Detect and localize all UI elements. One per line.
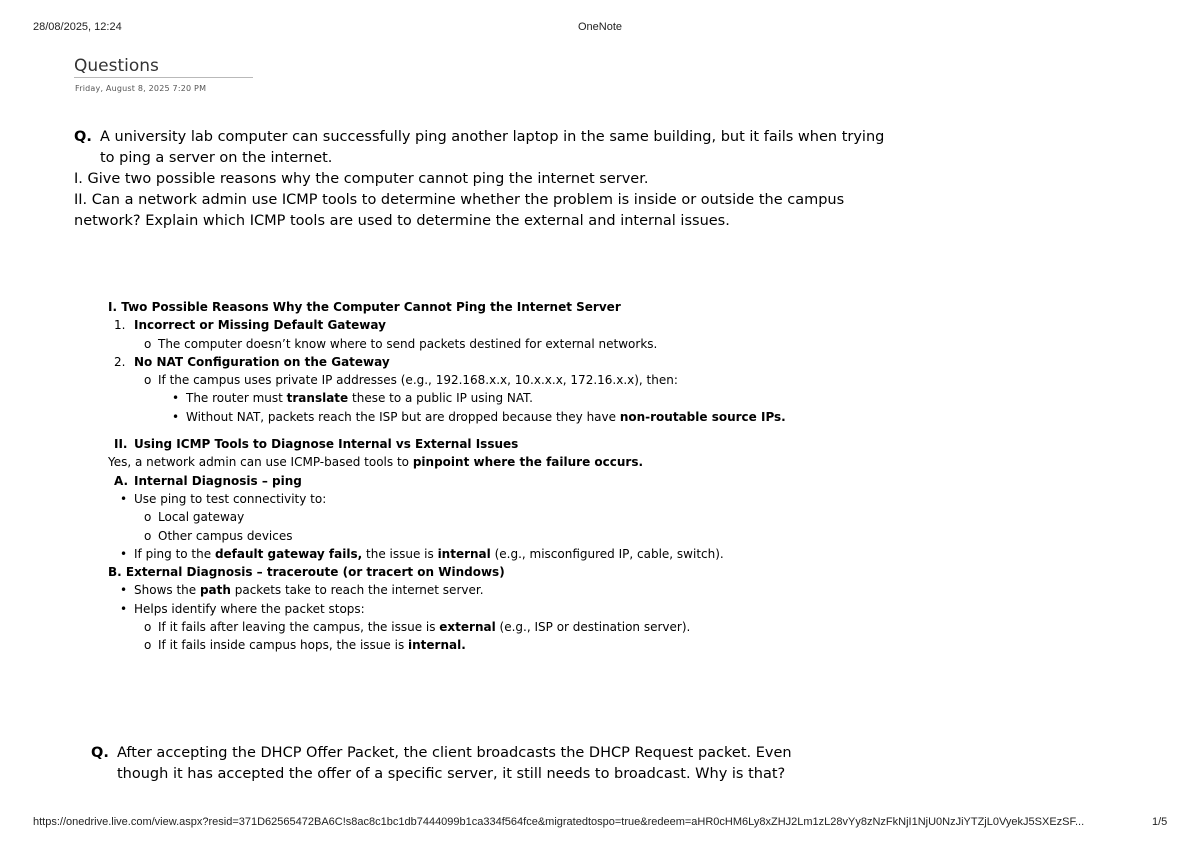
bullet-icon: • xyxy=(120,601,128,616)
page-title: Questions xyxy=(74,56,159,76)
answer-part-2-intro: Yes, a network admin can use ICMP-based tools to pinpoint where the failure occurs. xyxy=(108,455,644,470)
hollow-bullet-icon: o xyxy=(144,638,152,653)
list-item: o The computer doesn’t know where to send packets destined for external networks. xyxy=(108,335,868,353)
bullet-icon: • xyxy=(120,491,128,506)
hollow-bullet-icon: o xyxy=(144,373,152,388)
list-item: 1. Incorrect or Missing Default Gateway xyxy=(114,318,386,333)
question-1-line-1: A university lab computer can successfully ping another laptop in the same building, but it fails when trying xyxy=(100,129,885,145)
list-item: o If the campus uses private IP addresses (e.g., 192.168.x.x, 10.x.x.x, 172.16.x.x), then: xyxy=(108,371,868,389)
list-item: • The router must translate these to a public IP using NAT. xyxy=(108,389,868,407)
list-item: o Local gateway xyxy=(108,508,868,526)
list-item: o Other campus devices xyxy=(108,527,868,545)
question-marker: Q. xyxy=(74,129,92,145)
question-2-line-2: though it has accepted the offer of a specific server, it still needs to broadcast. Why is that? xyxy=(117,766,786,782)
list-item: • Without NAT, packets reach the ISP but are dropped because they have non-routable source IPs. xyxy=(108,408,868,426)
question-1-part-2: II. Can a network admin use ICMP tools to determine whether the problem is inside or outside the campus xyxy=(74,192,845,208)
question-1-part-1: I. Give two possible reasons why the computer cannot ping the internet server. xyxy=(74,171,649,187)
answer-part-2-heading: Using ICMP Tools to Diagnose Internal vs External Issues xyxy=(134,437,519,452)
bullet-icon: • xyxy=(172,409,180,424)
question-marker: Q. xyxy=(91,745,109,761)
list-item: 2. No NAT Configuration on the Gateway xyxy=(114,354,390,369)
page-number: 1/5 xyxy=(1152,816,1168,828)
bullet-icon: • xyxy=(120,546,128,561)
reason-2-title: No NAT Configuration on the Gateway xyxy=(134,354,390,369)
list-item: • Shows the path packets take to reach the internet server. xyxy=(108,581,868,599)
external-diagnosis-heading: B. External Diagnosis – traceroute (or tracert on Windows) xyxy=(108,565,505,580)
question-1-part-2-cont: network? Explain which ICMP tools are used to determine the external and internal issues. xyxy=(74,213,730,229)
question-1 xyxy=(74,127,885,232)
bullet-icon: • xyxy=(172,391,180,406)
list-item: o If it fails inside campus hops, the issue is internal. xyxy=(108,636,868,654)
question-2 xyxy=(91,743,891,785)
list-item: • Helps identify where the packet stops: xyxy=(108,600,868,618)
list-item: • If ping to the default gateway fails, the issue is internal (e.g., misconfigured IP, cable, switch). xyxy=(108,545,868,563)
bullet-icon: • xyxy=(120,583,128,598)
list-item: • Use ping to test connectivity to: xyxy=(108,490,868,508)
hollow-bullet-icon: o xyxy=(144,510,152,525)
list-item: o If it fails after leaving the campus, the issue is external (e.g., ISP or destination server). xyxy=(108,618,868,636)
hollow-bullet-icon: o xyxy=(144,528,152,543)
question-1-line-2: to ping a server on the internet. xyxy=(100,150,333,166)
internal-diagnosis-heading: Internal Diagnosis – ping xyxy=(134,473,302,488)
hollow-bullet-icon: o xyxy=(144,336,152,351)
answer-part-1-heading: I. Two Possible Reasons Why the Computer Cannot Ping the Internet Server xyxy=(108,300,621,314)
hollow-bullet-icon: o xyxy=(144,620,152,635)
title-underline xyxy=(74,77,253,78)
print-datetime: 28/08/2025, 12:24 xyxy=(33,21,122,33)
reason-1-title: Incorrect or Missing Default Gateway xyxy=(134,318,386,333)
print-url: https://onedrive.live.com/view.aspx?resid=371D62565472BA6C!s8ac8c1bc1db7444099b1ca334f564fce&migratedtospo=true&redeem=aHR0cHM6Ly8xZHJ2Lm1zL28vYy8zNzFkNjI1NjU0NzJiYTZjL0VyekJ5SXEzSF... xyxy=(33,816,1085,828)
answer-block: I. Two Possible Reasons Why the Computer Cannot Ping the Internet Server 1. Incorrect or Missing Default Gateway o The computer doesn’t know where to send packets destined for external networks. 2. No NAT Configuration on the Gateway o If the campus uses private IP addresses (e.g., 192.168.x.x, 10.x.x.x, 172.16.x.x), then: • The router must translate these to a public IP using NAT. • Without NAT, packets reach the ISP but are dropped because they have non-routable source IPs. II. Using ICMP Tools to Diagnose Internal vs External Issues Yes, a network admin can use ICMP-based tools to pinpoint where the failure occurs. A. Internal Diagnosis – ping • Use ping to test connectivity to: o Local gateway o Other campus devices • If ping to the default gateway fails, the issue is internal (e.g., misconfigured IP, cable, switch). B. External Diagnosis – traceroute (or tracert on Windows) • Shows the path packets take to reach the internet server. • Helps identify where the packet stops: o If it fails after leaving the campus, the issue is external (e.g., ISP or destination server). o If it fails inside campus hops, the issue is internal. xyxy=(108,298,868,655)
print-app-title: OneNote xyxy=(577,21,623,33)
question-2-line-1: After accepting the DHCP Offer Packet, the client broadcasts the DHCP Request packet. Even xyxy=(117,745,792,761)
page-date: Friday, August 8, 2025 7:20 PM xyxy=(75,84,207,93)
